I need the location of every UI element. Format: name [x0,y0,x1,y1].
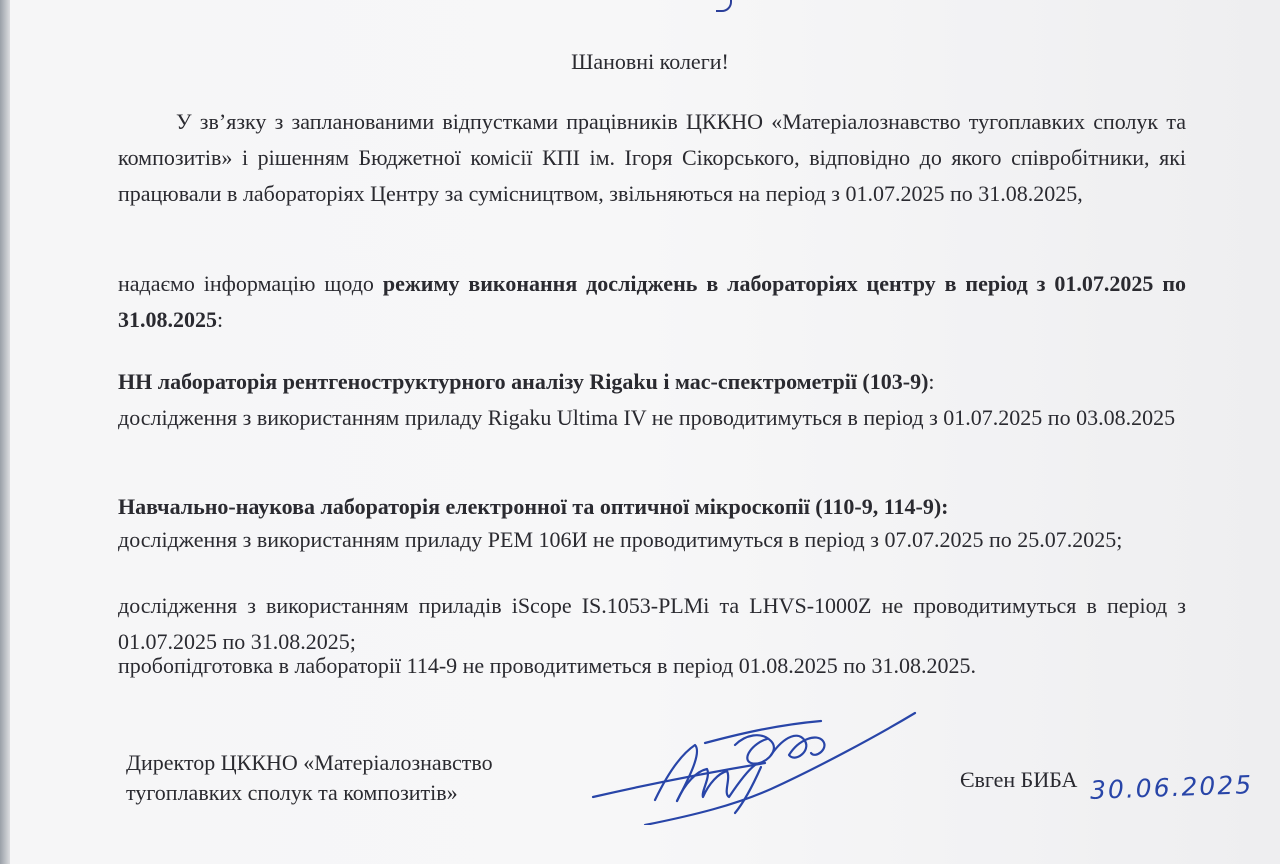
info-colon: : [217,307,224,332]
signature-stroke [735,735,774,763]
info-paragraph [118,266,1186,338]
salutation: Шановні колеги! [571,49,729,74]
pen-mark [716,0,732,12]
signatory-position-line: тугоплавких сполук та композитів» [126,780,458,805]
info-bold-text: режиму виконання досліджень в лабораторіях центру в період з 01.07.2025 по 31.08.2025 [118,271,1187,332]
signature-stroke [645,713,915,825]
signature-stroke [593,763,765,797]
signature-stroke [735,767,761,813]
lab2-title: Навчально-наукова лабораторія електронної та оптичної мікроскопії (110-9, 114-9): [118,494,949,519]
lab2-item: дослідження з використанням приладу РЕМ 106И не проводитимуться в період з 07.07.2025 по 25.07.2025; [118,527,1123,552]
signature-stroke [655,745,697,801]
paper-edge [0,0,10,864]
lab1-title-colon: : [928,369,935,394]
signatory-position-line: Директор ЦККНО «Матеріалознавство [126,750,493,775]
signatory-name: Євген БИБА [960,767,1078,792]
handwritten-signature [585,705,925,825]
signature-stroke [771,736,824,758]
intro-paragraph: У зв’язку з запланованими відпустками працівників ЦККНО «Матеріалознавство тугоплавких сполук та композитів» і рішенням Бюджетної комісії КПІ ім. Ігоря Сікорського, відповідно до якого співробітники, які працювали в лабораторіях Центру за сумісництвом, звільняються на період з 01.07.2025 по 31.08.2025, [118,109,1186,206]
signature-stroke [677,765,755,801]
signatory-position [126,748,586,808]
lab1-title: НН лабораторія рентгеноструктурного аналізу Rigaku і мас-спектрометрії (103-9) [118,369,929,394]
info-text: надаємо інформацію щодо [118,271,383,296]
lab1-item: дослідження з використанням приладу Rigaku Ultima IV не проводитимуться в період з 01.07.2025 по 03.08.2025 [118,405,1176,430]
lab2-item: дослідження з використанням приладів iScope IS.1053-PLMi та LHVS-1000Z не проводитимуться в період з 01.07.2025 по 31.08.2025; [118,593,1186,654]
lab2-item: пробопідготовка в лабораторії 114-9 не проводитиметься в період 01.08.2025 по 31.08.2025. [118,653,976,678]
lab1-title-line [118,364,1186,400]
handwritten-date: 30.06.2025 [1089,770,1254,805]
